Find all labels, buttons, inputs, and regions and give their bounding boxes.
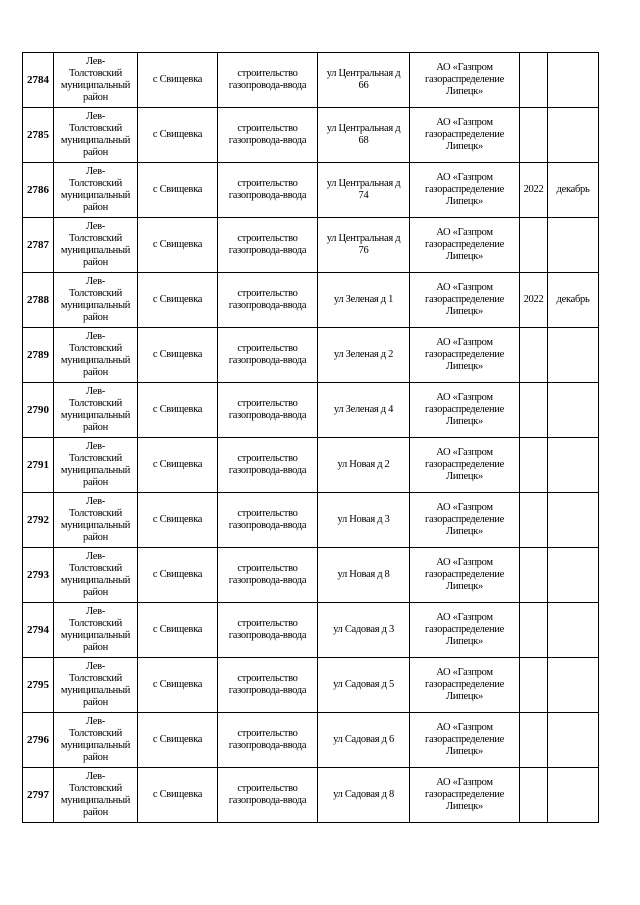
month-cell (548, 493, 599, 548)
table-row (23, 548, 599, 603)
org-cell-line: АО «Газпром (436, 392, 493, 403)
district-cell-line: муниципальный (60, 300, 131, 311)
org-cell-line: АО «Газпром (436, 722, 493, 733)
district-cell-line: Лев- (86, 441, 105, 452)
address-cell-line: ул Садовая д 3 (333, 624, 394, 635)
work-cell (218, 163, 318, 218)
org-cell-line: газораспределение (425, 514, 504, 525)
district-cell-line: муниципальный (60, 685, 131, 696)
district-cell-line: Лев- (86, 496, 105, 507)
month-cell (548, 328, 599, 383)
work-cell-line: газопровода-ввода (228, 300, 307, 311)
org-cell-line: АО «Газпром (436, 172, 493, 183)
district-cell-line: Толстовский (69, 343, 122, 354)
work-cell-line: газопровода-ввода (228, 410, 307, 421)
district-cell (54, 658, 138, 713)
district-cell-line: Лев- (86, 661, 105, 672)
district-cell-line: Лев- (86, 221, 105, 232)
village-cell: с Свищевка (138, 713, 218, 768)
org-cell-line: АО «Газпром (436, 502, 493, 513)
district-cell-line: район (83, 257, 108, 268)
row-number: 2786 (23, 163, 54, 218)
org-cell-line: газораспределение (425, 679, 504, 690)
org-cell-line: АО «Газпром (436, 62, 493, 73)
district-cell-line: Толстовский (69, 508, 122, 519)
work-cell-line: строительство (237, 178, 298, 189)
table-row (23, 273, 599, 328)
year-cell: 2022 (520, 273, 548, 328)
org-cell-line: газораспределение (425, 459, 504, 470)
org-cell (410, 548, 520, 603)
address-cell-line: 74 (358, 190, 369, 201)
address-cell (318, 658, 410, 713)
row-number: 2788 (23, 273, 54, 328)
district-cell-line: Лев- (86, 56, 105, 67)
work-cell-line: строительство (237, 288, 298, 299)
row-number: 2787 (23, 218, 54, 273)
district-cell-line: район (83, 202, 108, 213)
org-cell-line: Липецк» (446, 361, 483, 372)
org-cell (410, 438, 520, 493)
address-cell-line: ул Центральная д (326, 178, 401, 189)
address-cell-line: ул Зеленая д 2 (333, 349, 394, 360)
district-cell (54, 603, 138, 658)
table-row (23, 768, 599, 823)
address-cell (318, 603, 410, 658)
org-cell-line: АО «Газпром (436, 777, 493, 788)
district-cell-line: район (83, 92, 108, 103)
year-cell (520, 658, 548, 713)
org-cell-line: Липецк» (446, 801, 483, 812)
month-cell (548, 108, 599, 163)
month-cell (548, 768, 599, 823)
org-cell (410, 273, 520, 328)
org-cell-line: газораспределение (425, 789, 504, 800)
org-cell-line: Липецк» (446, 581, 483, 592)
year-cell (520, 53, 548, 108)
work-cell-line: газопровода-ввода (228, 80, 307, 91)
district-cell-line: район (83, 367, 108, 378)
org-cell-line: газораспределение (425, 569, 504, 580)
table-row (23, 438, 599, 493)
org-cell-line: Липецк» (446, 636, 483, 647)
work-cell-line: строительство (237, 233, 298, 244)
row-number: 2785 (23, 108, 54, 163)
district-cell-line: Лев- (86, 386, 105, 397)
address-cell-line: ул Центральная д (326, 68, 401, 79)
district-cell-line: район (83, 422, 108, 433)
address-cell-line: ул Новая д 3 (337, 514, 390, 525)
address-cell-line: ул Зеленая д 4 (333, 404, 394, 415)
work-cell-line: газопровода-ввода (228, 135, 307, 146)
district-cell (54, 163, 138, 218)
month-cell (548, 383, 599, 438)
address-cell (318, 218, 410, 273)
work-cell (218, 108, 318, 163)
org-cell-line: Липецк» (446, 691, 483, 702)
district-cell-line: Лев- (86, 551, 105, 562)
district-cell-line: муниципальный (60, 355, 131, 366)
table-row (23, 163, 599, 218)
district-cell-line: муниципальный (60, 80, 131, 91)
work-cell-line: газопровода-ввода (228, 465, 307, 476)
address-cell (318, 768, 410, 823)
org-cell (410, 383, 520, 438)
work-cell-line: строительство (237, 508, 298, 519)
work-cell (218, 658, 318, 713)
org-cell-line: газораспределение (425, 294, 504, 305)
work-cell (218, 383, 318, 438)
month-cell (548, 53, 599, 108)
district-cell-line: муниципальный (60, 245, 131, 256)
org-cell-line: АО «Газпром (436, 612, 493, 623)
address-cell-line: ул Центральная д (326, 123, 401, 134)
work-cell (218, 548, 318, 603)
org-cell-line: газораспределение (425, 129, 504, 140)
work-cell-line: газопровода-ввода (228, 355, 307, 366)
village-cell: с Свищевка (138, 438, 218, 493)
address-cell (318, 438, 410, 493)
address-cell (318, 383, 410, 438)
district-cell-line: район (83, 312, 108, 323)
row-number: 2790 (23, 383, 54, 438)
district-cell (54, 53, 138, 108)
work-cell-line: строительство (237, 123, 298, 134)
address-cell-line: ул Зеленая д 1 (333, 294, 394, 305)
district-cell-line: Толстовский (69, 288, 122, 299)
district-cell-line: район (83, 807, 108, 818)
org-cell (410, 53, 520, 108)
district-cell-line: муниципальный (60, 630, 131, 641)
org-cell-line: АО «Газпром (436, 117, 493, 128)
work-cell-line: строительство (237, 563, 298, 574)
org-cell-line: газораспределение (425, 239, 504, 250)
village-cell: с Свищевка (138, 108, 218, 163)
address-cell-line: ул Центральная д (326, 233, 401, 244)
row-number: 2796 (23, 713, 54, 768)
district-cell-line: район (83, 697, 108, 708)
org-cell-line: Липецк» (446, 86, 483, 97)
table-row (23, 493, 599, 548)
district-cell-line: Лев- (86, 166, 105, 177)
table-row (23, 328, 599, 383)
month-cell (548, 438, 599, 493)
district-cell-line: Толстовский (69, 233, 122, 244)
district-cell-line: Лев- (86, 331, 105, 342)
district-cell-line: муниципальный (60, 190, 131, 201)
district-cell-line: район (83, 477, 108, 488)
village-cell: с Свищевка (138, 383, 218, 438)
org-cell-line: газораспределение (425, 349, 504, 360)
row-number: 2794 (23, 603, 54, 658)
district-cell (54, 383, 138, 438)
year-cell (520, 768, 548, 823)
work-cell (218, 273, 318, 328)
org-cell (410, 328, 520, 383)
village-cell: с Свищевка (138, 53, 218, 108)
work-cell-line: газопровода-ввода (228, 520, 307, 531)
work-cell-line: строительство (237, 68, 298, 79)
org-cell (410, 493, 520, 548)
month-cell (548, 548, 599, 603)
year-cell (520, 108, 548, 163)
table-row (23, 713, 599, 768)
district-cell (54, 493, 138, 548)
year-cell: 2022 (520, 163, 548, 218)
district-cell (54, 218, 138, 273)
work-cell (218, 53, 318, 108)
village-cell: с Свищевка (138, 273, 218, 328)
org-cell (410, 108, 520, 163)
org-cell-line: АО «Газпром (436, 282, 493, 293)
village-cell: с Свищевка (138, 163, 218, 218)
year-cell (520, 383, 548, 438)
village-cell: с Свищевка (138, 493, 218, 548)
district-cell-line: Толстовский (69, 178, 122, 189)
district-cell-line: муниципальный (60, 135, 131, 146)
org-cell-line: АО «Газпром (436, 667, 493, 678)
org-cell-line: Липецк» (446, 196, 483, 207)
work-cell (218, 438, 318, 493)
district-cell-line: муниципальный (60, 410, 131, 421)
row-number: 2791 (23, 438, 54, 493)
org-cell-line: Липецк» (446, 306, 483, 317)
district-cell-line: район (83, 587, 108, 598)
work-cell-line: строительство (237, 673, 298, 684)
district-cell-line: район (83, 752, 108, 763)
table-row (23, 108, 599, 163)
district-cell-line: Лев- (86, 716, 105, 727)
district-cell-line: район (83, 147, 108, 158)
address-cell (318, 493, 410, 548)
address-cell (318, 273, 410, 328)
address-cell (318, 328, 410, 383)
work-cell (218, 218, 318, 273)
district-cell-line: Лев- (86, 111, 105, 122)
address-cell-line: ул Новая д 8 (337, 569, 390, 580)
district-cell (54, 713, 138, 768)
year-cell (520, 548, 548, 603)
work-cell-line: газопровода-ввода (228, 630, 307, 641)
year-cell (520, 713, 548, 768)
district-cell-line: Толстовский (69, 728, 122, 739)
org-cell-line: АО «Газпром (436, 227, 493, 238)
district-cell-line: район (83, 532, 108, 543)
month-cell (548, 658, 599, 713)
district-cell-line: Лев- (86, 276, 105, 287)
month-cell (548, 713, 599, 768)
address-cell-line: 76 (358, 245, 369, 256)
work-cell-line: газопровода-ввода (228, 685, 307, 696)
address-cell-line: ул Садовая д 6 (333, 734, 394, 745)
table-body (23, 53, 599, 823)
work-cell (218, 493, 318, 548)
org-cell-line: газораспределение (425, 624, 504, 635)
village-cell: с Свищевка (138, 658, 218, 713)
district-cell-line: Толстовский (69, 673, 122, 684)
district-cell-line: муниципальный (60, 795, 131, 806)
work-cell-line: газопровода-ввода (228, 245, 307, 256)
district-cell-line: Толстовский (69, 68, 122, 79)
work-cell (218, 603, 318, 658)
org-cell-line: Липецк» (446, 141, 483, 152)
org-cell-line: газораспределение (425, 74, 504, 85)
district-cell-line: муниципальный (60, 520, 131, 531)
village-cell: с Свищевка (138, 603, 218, 658)
table-row (23, 218, 599, 273)
district-cell (54, 438, 138, 493)
org-cell-line: газораспределение (425, 734, 504, 745)
district-cell-line: муниципальный (60, 465, 131, 476)
org-cell (410, 163, 520, 218)
org-cell (410, 713, 520, 768)
village-cell: с Свищевка (138, 328, 218, 383)
district-cell (54, 548, 138, 603)
district-cell-line: Лев- (86, 606, 105, 617)
district-cell-line: Толстовский (69, 618, 122, 629)
district-cell (54, 273, 138, 328)
village-cell: с Свищевка (138, 768, 218, 823)
org-cell-line: Липецк» (446, 526, 483, 537)
org-cell-line: Липецк» (446, 471, 483, 482)
row-number: 2789 (23, 328, 54, 383)
month-cell: декабрь (548, 273, 599, 328)
work-cell (218, 328, 318, 383)
row-number: 2784 (23, 53, 54, 108)
table-row (23, 603, 599, 658)
work-cell-line: строительство (237, 783, 298, 794)
village-cell: с Свищевка (138, 218, 218, 273)
year-cell (520, 218, 548, 273)
gas-connection-table (22, 52, 599, 823)
work-cell-line: строительство (237, 343, 298, 354)
address-cell (318, 108, 410, 163)
year-cell (520, 328, 548, 383)
district-cell-line: Толстовский (69, 783, 122, 794)
table-row (23, 383, 599, 438)
month-cell (548, 603, 599, 658)
work-cell-line: строительство (237, 453, 298, 464)
address-cell (318, 53, 410, 108)
district-cell-line: Толстовский (69, 123, 122, 134)
address-cell-line: ул Новая д 2 (337, 459, 390, 470)
address-cell-line: ул Садовая д 8 (333, 789, 394, 800)
district-cell-line: муниципальный (60, 575, 131, 586)
address-cell (318, 163, 410, 218)
month-cell: декабрь (548, 163, 599, 218)
org-cell-line: АО «Газпром (436, 447, 493, 458)
district-cell-line: Лев- (86, 771, 105, 782)
address-cell-line: 68 (358, 135, 369, 146)
work-cell-line: строительство (237, 618, 298, 629)
work-cell-line: строительство (237, 728, 298, 739)
org-cell-line: Липецк» (446, 251, 483, 262)
org-cell (410, 768, 520, 823)
work-cell-line: газопровода-ввода (228, 795, 307, 806)
district-cell-line: Толстовский (69, 453, 122, 464)
work-cell-line: строительство (237, 398, 298, 409)
work-cell-line: газопровода-ввода (228, 575, 307, 586)
work-cell (218, 768, 318, 823)
district-cell (54, 108, 138, 163)
district-cell-line: Толстовский (69, 563, 122, 574)
year-cell (520, 438, 548, 493)
district-cell-line: район (83, 642, 108, 653)
month-cell (548, 218, 599, 273)
org-cell-line: Липецк» (446, 746, 483, 757)
work-cell (218, 713, 318, 768)
org-cell (410, 658, 520, 713)
row-number: 2793 (23, 548, 54, 603)
org-cell-line: АО «Газпром (436, 557, 493, 568)
district-cell (54, 328, 138, 383)
table-row (23, 658, 599, 713)
row-number: 2797 (23, 768, 54, 823)
year-cell (520, 493, 548, 548)
row-number: 2795 (23, 658, 54, 713)
org-cell (410, 218, 520, 273)
work-cell-line: газопровода-ввода (228, 740, 307, 751)
year-cell (520, 603, 548, 658)
table-row (23, 53, 599, 108)
district-cell-line: муниципальный (60, 740, 131, 751)
address-cell (318, 548, 410, 603)
district-cell-line: Толстовский (69, 398, 122, 409)
village-cell: с Свищевка (138, 548, 218, 603)
org-cell-line: АО «Газпром (436, 337, 493, 348)
district-cell (54, 768, 138, 823)
org-cell-line: газораспределение (425, 404, 504, 415)
address-cell-line: 66 (358, 80, 369, 91)
row-number: 2792 (23, 493, 54, 548)
org-cell-line: газораспределение (425, 184, 504, 195)
org-cell (410, 603, 520, 658)
address-cell (318, 713, 410, 768)
org-cell-line: Липецк» (446, 416, 483, 427)
work-cell-line: газопровода-ввода (228, 190, 307, 201)
address-cell-line: ул Садовая д 5 (333, 679, 394, 690)
